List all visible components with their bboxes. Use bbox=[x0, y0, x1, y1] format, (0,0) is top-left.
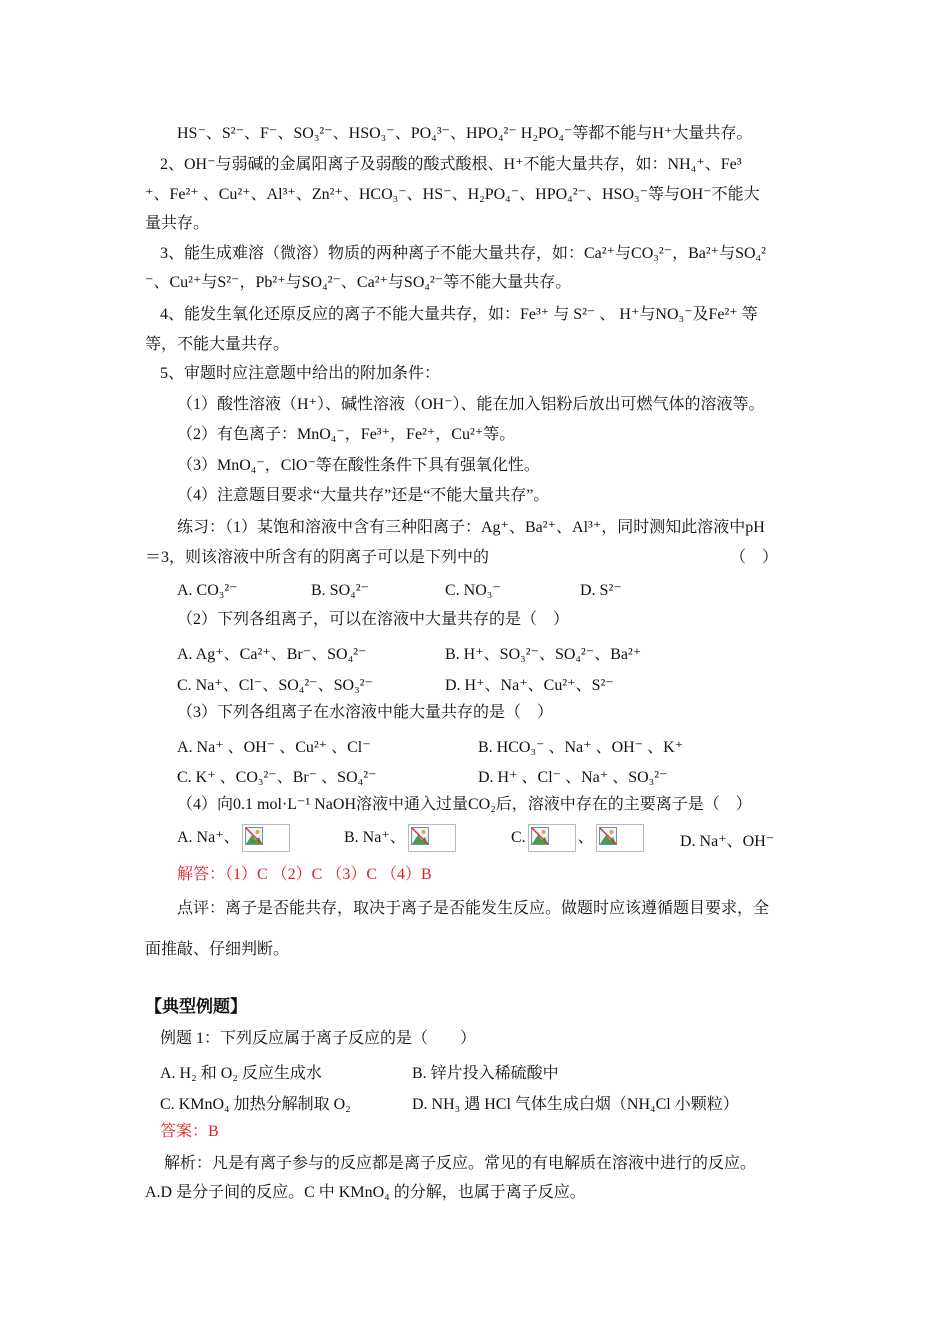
practice-2-option-a: A. Ag⁺、Ca²⁺、Br⁻、SO₄²⁻ bbox=[177, 646, 367, 663]
practice-3-stem: （3）下列各组离子在水溶液中能大量共存的是（ ） bbox=[177, 704, 554, 721]
practice-1-option-a: A. CO₃²⁻ bbox=[177, 582, 238, 599]
rule-2-line-b: ⁺、Fe²⁺ 、Cu²⁺、Al³⁺、Zn²⁺、HCO₃⁻、HS⁻、H₂PO₄⁻、HPO₄²⁻、HSO₃⁻等与OH⁻不能大 bbox=[145, 186, 760, 203]
practice-4-option-c bbox=[511, 824, 646, 852]
practice-1-answer-paren: （ ） bbox=[730, 549, 779, 566]
comment-line-b: 面推敲、仔细判断。 bbox=[145, 941, 290, 958]
condition-4: （4）注意题目要求“大量共存”还是“不能大量共存”。 bbox=[177, 487, 550, 504]
rule-4-line-a: 4、能发生氧化还原反应的离子不能大量共存，如：Fe³⁺ 与 S²⁻ 、 H⁺与NO₃⁻及Fe²⁺ 等 bbox=[160, 306, 758, 323]
example-1-option-b: B. 锌片投入稀硫酸中 bbox=[412, 1065, 559, 1082]
broken-image-icon bbox=[528, 824, 576, 852]
example-1-option-c: C. KMnO₄ 加热分解制取 O₂ bbox=[160, 1096, 351, 1113]
practice-2-stem: （2）下列各组离子，可以在溶液中大量共存的是（ ） bbox=[177, 611, 570, 628]
rule-2-line-a: 2、OH⁻与弱碱的金属阳离子及弱酸的酸式酸根、H⁺不能大量共存，如：NH₄⁺、Fe³ bbox=[160, 156, 742, 173]
section-title: 【典型例题】 bbox=[145, 997, 247, 1016]
condition-1: （1）酸性溶液（H⁺）、碱性溶液（OH⁻）、能在加入铝粉后放出可燃气体的溶液等。 bbox=[177, 396, 765, 413]
broken-image-icon bbox=[408, 824, 456, 852]
practice-1-option-c: C. NO₃⁻ bbox=[445, 582, 501, 599]
example-1-stem: 例题 1：下列反应属于离子反应的是（ ） bbox=[160, 1030, 477, 1047]
practice-1-option-b: B. SO₄²⁻ bbox=[311, 582, 369, 599]
broken-image-icon bbox=[596, 824, 644, 852]
practice-3-option-a: A. Na⁺ 、OH⁻ 、Cu²⁺ 、Cl⁻ bbox=[177, 739, 371, 756]
practice-4-option-c-label: C. bbox=[511, 829, 526, 846]
example-1-option-a: A. H₂ 和 O₂ 反应生成水 bbox=[160, 1065, 322, 1082]
rule-4-line-b: 等，不能大量共存。 bbox=[145, 336, 290, 353]
practice-4-option-d: D. Na⁺、OH⁻ bbox=[680, 833, 775, 850]
practice-3-option-c: C. K⁺ 、CO₃²⁻、Br⁻ 、SO₄²⁻ bbox=[177, 769, 377, 786]
rule-line-1: HS⁻、S²⁻、F⁻、SO₃²⁻、HSO₃⁻、PO₄³⁻、HPO₄²⁻ H₂PO₄⁻等都不能与H⁺大量共存。 bbox=[177, 125, 753, 142]
rule-3-line-b: ⁻、Cu²⁺与S²⁻，Pb²⁺与SO₄²⁻、Ca²⁺与SO₄²⁻等不能大量共存。 bbox=[145, 274, 572, 291]
practice-4-option-b bbox=[344, 824, 458, 852]
practice-4-option-a bbox=[177, 824, 292, 852]
broken-image-icon bbox=[242, 824, 290, 852]
practice-4-option-c-separator: 、 bbox=[577, 829, 594, 846]
practice-2-option-b: B. H⁺、SO₃²⁻、SO₄²⁻、Ba²⁺ bbox=[445, 646, 642, 663]
practice-3-option-d: D. H⁺ 、Cl⁻ 、Na⁺ 、SO₃²⁻ bbox=[478, 769, 668, 786]
example-1-analysis-a: 解析：凡是有离子参与的反应都是离子反应。常见的有电解质在溶液中进行的反应。 bbox=[164, 1155, 757, 1172]
example-1-option-d: D. NH₃ 遇 HCl 气体生成白烟（NH₄Cl 小颗粒） bbox=[412, 1096, 739, 1113]
condition-2: （2）有色离子：MnO₄⁻，Fe³⁺，Fe²⁺，Cu²⁺等。 bbox=[177, 426, 516, 443]
practice-2-option-c: C. Na⁺、Cl⁻、SO₄²⁻、SO₃²⁻ bbox=[177, 677, 373, 694]
practice-1-option-d: D. S²⁻ bbox=[580, 582, 622, 599]
practice-4-stem: （4）向0.1 mol·L⁻¹ NaOH溶液中通入过量CO₂后，溶液中存在的主要离子是（ ） bbox=[177, 796, 752, 813]
practice-1-stem-b: ＝3，则该溶液中所含有的阴离子可以是下列中的 bbox=[145, 549, 490, 566]
rule-5: 5、审题时应注意题中给出的附加条件： bbox=[160, 365, 441, 382]
practice-answers: 解答：（1）C （2）C （3）C （4）B bbox=[177, 866, 432, 883]
practice-1-stem-a: 练习：（1）某饱和溶液中含有三种阳离子：Ag⁺、Ba²⁺、Al³⁺，同时测知此溶液中pH bbox=[177, 519, 765, 536]
practice-2-option-d: D. H⁺、Na⁺、Cu²⁺、S²⁻ bbox=[445, 677, 614, 694]
condition-3: （3）MnO₄⁻，ClO⁻等在酸性条件下具有强氧化性。 bbox=[177, 457, 540, 474]
practice-4-option-a-label: A. Na⁺、 bbox=[177, 829, 240, 846]
comment-line-a: 点评：离子是否能共存，取决于离子是否能发生反应。做题时应该遵循题目要求，全 bbox=[177, 900, 770, 917]
rule-2-line-c: 量共存。 bbox=[145, 215, 210, 232]
practice-4-option-b-label: B. Na⁺、 bbox=[344, 829, 406, 846]
rule-3-line-a: 3、能生成难溶（微溶）物质的两种离子不能大量共存，如：Ca²⁺与CO₃²⁻，Ba²⁺与SO₄² bbox=[160, 245, 766, 262]
practice-3-option-b: B. HCO₃⁻ 、Na⁺ 、OH⁻ 、K⁺ bbox=[478, 739, 684, 756]
example-1-analysis-b: A.D 是分子间的反应。C 中 KMnO₄ 的分解，也属于离子反应。 bbox=[145, 1184, 586, 1201]
example-1-answer: 答案：B bbox=[160, 1123, 219, 1140]
